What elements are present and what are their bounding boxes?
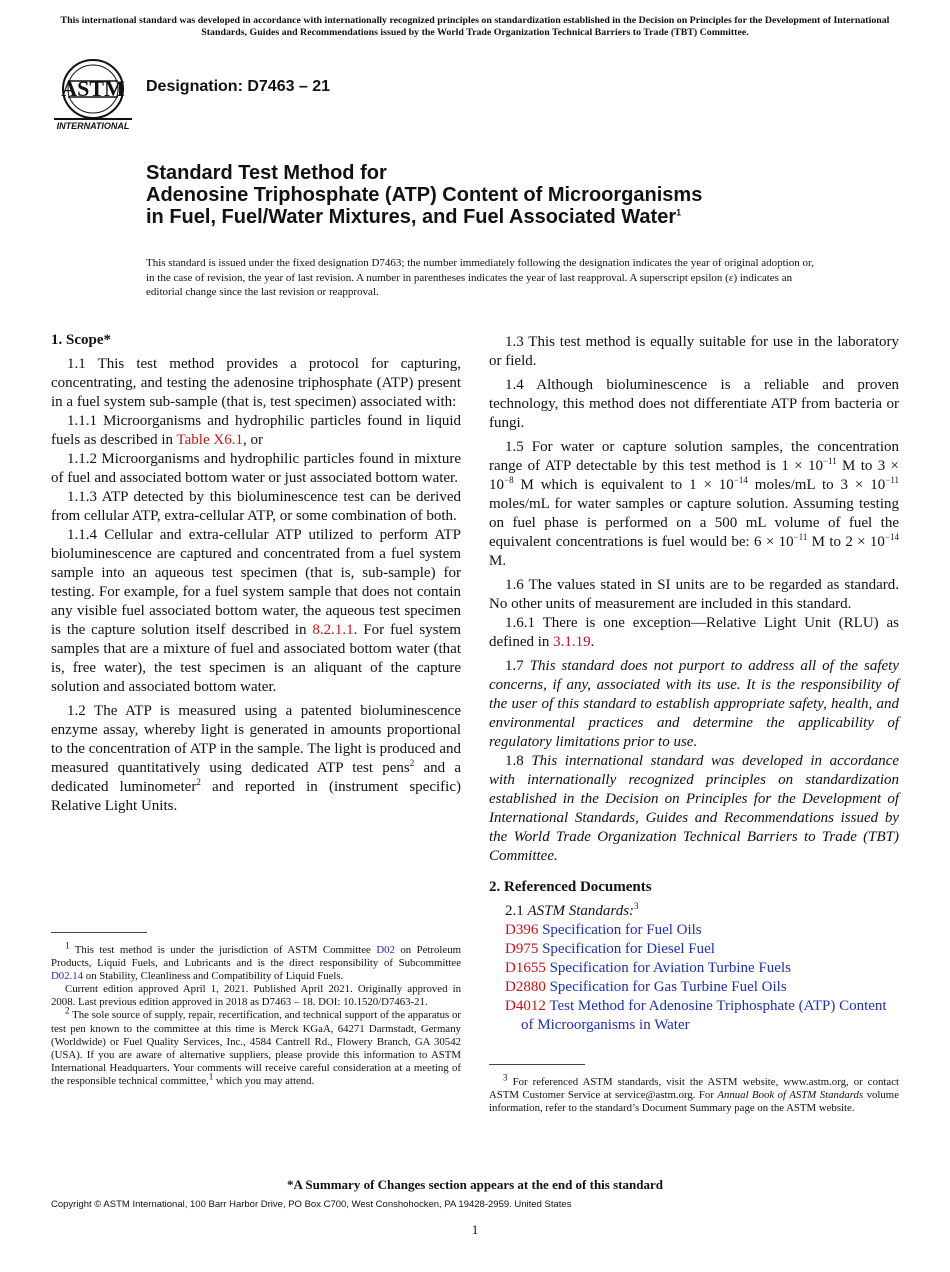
title-line-2: Adenosine Triphosphate (ATP) Content of Microorganisms <box>146 184 703 206</box>
footnote-1: $^1$ This test method is under the jurisdiction of ASTM Committee D02 on Petroleum Products, Liquid Fuels, and Lubricants and is the direct responsibility of Subcommittee D02.14 on Stability, Cleanliness and Compatibility of Liquid Fuels. <box>51 940 461 983</box>
footnote-3: $^3$ For referenced ASTM standards, visit the ASTM website, www.astm.org, or contact ASTM Customer Service at service@astm.org. For Annual Book of ASTM Standards volume information, refer to the standard’s Document Summary page on the ASTM website. <box>489 1072 899 1115</box>
footnotes-left <box>51 940 461 1088</box>
committee-d02-link[interactable]: D02 <box>376 944 395 956</box>
title-footnote-mark: 1 <box>676 207 682 218</box>
section-1-1: 1.1 This test method provides a protocol for capturing, concentrating, and testing the adenosine triphosphate (ATP) present in a fuel system sub-sample (that is, test specimen) associated with: <box>51 356 461 410</box>
section-3-1-19-link[interactable]: 3.1.19 <box>553 634 591 650</box>
section-1-1-1: 1.1.1 Microorganisms and hydrophilic particles found in liquid fuels as described in Table X6.1, or <box>51 413 461 448</box>
ref-item[interactable]: D396 Specification for Fuel Oils <box>505 922 702 938</box>
section-1-6: 1.6 The values stated in SI units are to be regarded as standard. No other units of measurement are included in this standard. <box>489 577 899 612</box>
title-line-1: Standard Test Method for <box>146 162 387 184</box>
ref-item[interactable]: D1655 Specification for Aviation Turbine Fuels <box>505 960 791 976</box>
footnote-2: $^2$ The sole source of supply, repair, recertification, and technical support of the apparatus or test pen known to the committee at this time is Merck KGaA, 64271 Darmstadt, Germany (Worldwide) or Fuel Quality Services, Inc., 4584 Cantrell Rd., Flowery Branch, GA 30542 (USA). If you are aware of alternative suppliers, please provide this information to ASTM International Headquarters. Your comments will receive careful consideration at a meeting of the responsible technical committee,$^1$ which you may attend. <box>51 1005 461 1087</box>
footnote-rule-left <box>51 932 147 933</box>
ref-item[interactable]: D2880 Specification for Gas Turbine Fuel Oils <box>505 979 787 995</box>
table-x6-1-link[interactable]: Table X6.1 <box>176 432 243 448</box>
scope-heading: 1. Scope* <box>51 332 111 348</box>
designation: Designation: D7463 – 21 <box>146 78 331 95</box>
section-1-7: 1.7 This standard does not purport to address all of the safety concerns, if any, associated with its use. It is the responsibility of the user of this standard to establish appropriate safety, health, and environmental practices and determine the applicability of regulatory limitations prior to use. <box>489 658 900 750</box>
right-column <box>489 333 899 1035</box>
title-line-3: in Fuel, Fuel/Water Mixtures, and Fuel Associated Water$^1$ <box>146 206 682 228</box>
referenced-standards-list <box>489 921 899 1035</box>
section-2-1: 2.1 ASTM Standards:$^3$ <box>505 901 639 919</box>
left-column <box>51 331 461 816</box>
document-title <box>146 162 906 228</box>
section-1-2: 1.2 The ATP is measured using a patented bioluminescence enzyme assay, whereby light is generated in amounts proportional to the concentration of ATP in the sample. The light is produced and measured quantitatively using dedicated ATP test pens$^2$ and a dedicated luminometer$^2$ and reported in (instrument specific) Relative Light Units. <box>51 703 461 814</box>
section-1-4: 1.4 Although bioluminescence is a reliable and proven technology, this method does not differentiate ATP from bacteria or fungi. <box>489 377 899 431</box>
ref-item[interactable]: D975 Specification for Diesel Fuel <box>505 941 715 957</box>
section-1-6-1: 1.6.1 There is one exception—Relative Light Unit (RLU) as defined in 3.1.19. <box>489 615 899 650</box>
section-1-8: 1.8 This international standard was developed in accordance with internationally recognized principles on standardization established in the Decision on Principles for the Development of International Standards, Guides and Recommendations issued by the World Trade Organization Technical Barriers to Trade (TBT) Committee. <box>489 753 900 864</box>
page-number: 1 <box>471 1222 479 1237</box>
astm-logo-letters: ASTM <box>61 76 125 101</box>
section-1-5: 1.5 For water or capture solution samples, the concentration range of ATP detectable by this test method is $1 \times 10^{-11}$ M to $3 \times 10^{-8}$ M which is equivalent to $1 \times 10^{-14}$ moles/mL to $3 \times 10^{-11}$ moles/mL for water samples or capture solution. Assuming testing on fuel phase is performed on a 500 mL volume of fuel the equivalent concentrations is fuel would be: $6 \times 10^{-11}$ M to $2 \times 10^{-14}$ M. <box>489 439 899 569</box>
referenced-documents-heading: 2. Referenced Documents <box>489 879 652 895</box>
section-1-1-3: 1.1.3 ATP detected by this bioluminescence test can be derived from cellular ATP, extra-cellular ATP, or some combination of both. <box>51 489 461 524</box>
summary-of-changes-note: *A Summary of Changes section appears at the end of this standard <box>287 1177 663 1192</box>
preamble: This standard is issued under the fixed designation D7463; the number immediately following the designation indicates the year of original adoption or, in the case of revision, the year of last revision. A number in parentheses indicates the year of last reapproval. A superscript epsilon (ε) indicates an editorial change since the last revision or reapproval. <box>146 257 814 298</box>
wto-notice: This international standard was developed in accordance with internationally recognized principles on standardization established in the Decision on Principles for the Development of International Standards, Guides and Recommendations issued by the World Trade Organization Technical Barriers to Trade (TBT) Committee. <box>60 15 890 38</box>
footnote-1-edition: Current edition approved April 1, 2021. Published April 2021. Originally approved in 2008. Last previous edition approved in 2018 as D7463 – 18. DOI: 10.1520/D7463-21. <box>51 983 461 1009</box>
section-8-2-1-1-link[interactable]: 8.2.1.1 <box>312 622 354 638</box>
section-1-1-4: 1.1.4 Cellular and extra-cellular ATP utilized to perform ATP bioluminescence are captured and concentrated from a fuel system sample into an aqueous test specimen (that is, sub-sample) for testing. For example, for a fuel system sample that does not contain any visible fuel associated bottom water, the aqueous test specimen is the capture solution itself described in 8.2.1.1. For fuel system samples that are a mixture of fuel and associated bottom water (that is, free water), the test specimen is an aliquant of the capture solution and associated bottom water. <box>51 527 461 695</box>
section-1-1-2: 1.1.2 Microorganisms and hydrophilic particles found in mixture of fuel and associated bottom water or just associated bottom water. <box>51 451 461 486</box>
footnotes-right <box>489 1072 899 1115</box>
astm-logo-subtext: INTERNATIONAL <box>56 121 130 131</box>
subcommittee-d02-14-link[interactable]: D02.14 <box>51 970 84 983</box>
copyright-line: Copyright © ASTM International, 100 Barr Harbor Drive, PO Box C700, West Conshohocken, PA 19428-2959. United States <box>51 1199 572 1210</box>
ref-item[interactable]: D4012 Test Method for Adenosine Triphosphate (ATP) Content of Microorganisms in Water <box>505 998 887 1033</box>
section-1-3: 1.3 This test method is equally suitable for use in the laboratory or field. <box>489 334 899 369</box>
astm-logo <box>52 57 134 133</box>
footnote-rule-right <box>489 1064 585 1065</box>
